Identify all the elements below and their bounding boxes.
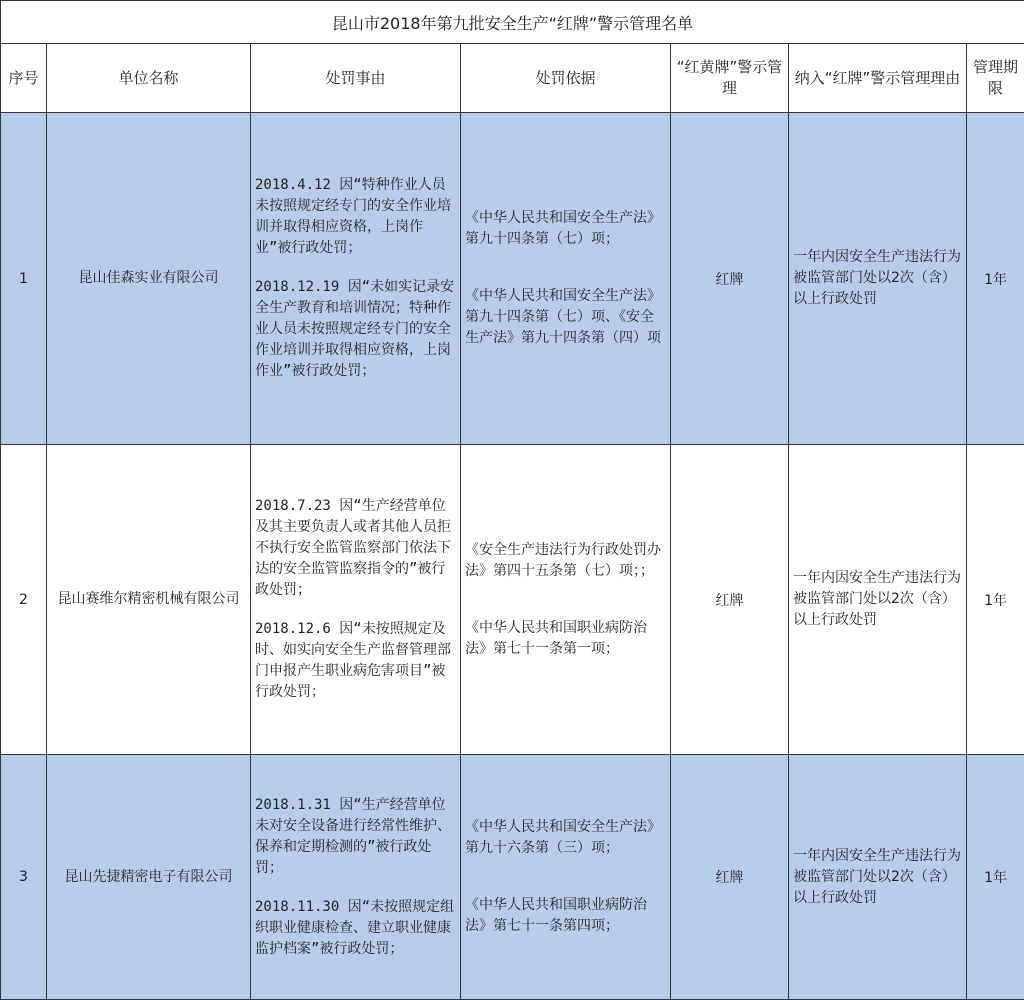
row-inclusion-grounds: 一年内因安全生产违法行为被监管部门处以2次（含）以上行政处罚 <box>789 113 967 445</box>
table-row <box>1 445 1024 755</box>
basis-entry: 《中华人民共和国安全生产法》第九十四条第（七）项、《安全生产法》第九十四条第（四）项 <box>465 286 666 349</box>
row-seq: 3 <box>1 755 47 1000</box>
table-title: 昆山市2018年第九批安全生产“红牌”警示管理名单 <box>1 1 1024 44</box>
row-management-period: 1年 <box>967 445 1024 755</box>
reason-entry: 2018.12.19 因“未如实记录安全生产教育和培训情况；特种作业人员未按照规定经专门的安全作业培训并取得相应资格，上岗作业”被行政处罚； <box>255 277 456 382</box>
basis-entry: 《安全生产违法行为行政处罚办法》第四十五条第（七）项；； <box>465 540 666 582</box>
reason-entry: 2018.11.30 因“未按照规定组织职业健康检查、建立职业健康监护档案”被行政处罚； <box>255 897 456 960</box>
row-warning-level: 红牌 <box>671 113 789 445</box>
header-row <box>1 44 1024 113</box>
row-penalty-reason <box>251 445 461 755</box>
header-management-period: 管理期限 <box>967 44 1024 113</box>
reason-entry: 2018.12.6 因“未按照规定及时、如实向安全生产监督管理部门申报产生职业病危害项目”被行政处罚； <box>255 619 456 703</box>
table-row <box>1 755 1024 1000</box>
row-penalty-basis <box>461 113 671 445</box>
header-penalty-reason: 处罚事由 <box>251 44 461 113</box>
header-seq: 序号 <box>1 44 47 113</box>
header-penalty-basis: 处罚依据 <box>461 44 671 113</box>
reason-entry: 2018.1.31 因“生产经营单位未对安全设备进行经常性维护、保养和定期检测的”被行政处罚； <box>255 795 456 879</box>
header-warning-management: “红黄牌”警示管理 <box>671 44 789 113</box>
table-row <box>1 113 1024 445</box>
row-warning-level: 红牌 <box>671 755 789 1000</box>
row-unit-name: 昆山先捷精密电子有限公司 <box>47 755 251 1000</box>
reason-entry: 2018.4.12 因“特种作业人员未按照规定经专门的安全作业培训并取得相应资格，上岗作业”被行政处罚； <box>255 175 456 259</box>
basis-entry: 《中华人民共和国职业病防治法》第七十一条第一项； <box>465 618 666 660</box>
header-inclusion-grounds: 纳入“红牌”警示管理理由 <box>789 44 967 113</box>
row-inclusion-grounds: 一年内因安全生产违法行为被监管部门处以2次（含）以上行政处罚 <box>789 445 967 755</box>
row-inclusion-grounds: 一年内因安全生产违法行为被监管部门处以2次（含）以上行政处罚 <box>789 755 967 1000</box>
row-management-period: 1年 <box>967 113 1024 445</box>
row-management-period: 1年 <box>967 755 1024 1000</box>
row-seq: 2 <box>1 445 47 755</box>
basis-entry: 《中华人民共和国职业病防治法》第七十一条第四项； <box>465 895 666 937</box>
row-seq: 1 <box>1 113 47 445</box>
row-unit-name: 昆山佳森实业有限公司 <box>47 113 251 445</box>
row-penalty-reason <box>251 113 461 445</box>
header-unit-name: 单位名称 <box>47 44 251 113</box>
row-penalty-basis <box>461 445 671 755</box>
row-unit-name: 昆山赛维尔精密机械有限公司 <box>47 445 251 755</box>
row-warning-level: 红牌 <box>671 445 789 755</box>
basis-entry: 《中华人民共和国安全生产法》第九十四条第（七）项； <box>465 208 666 250</box>
reason-entry: 2018.7.23 因“生产经营单位及其主要负责人或者其他人员拒不执行安全监管监察部门依法下达的安全监管监察指令的”被行政处罚； <box>255 496 456 601</box>
row-penalty-reason <box>251 755 461 1000</box>
basis-entry: 《中华人民共和国安全生产法》第九十六条第（三）项； <box>465 817 666 859</box>
row-penalty-basis <box>461 755 671 1000</box>
